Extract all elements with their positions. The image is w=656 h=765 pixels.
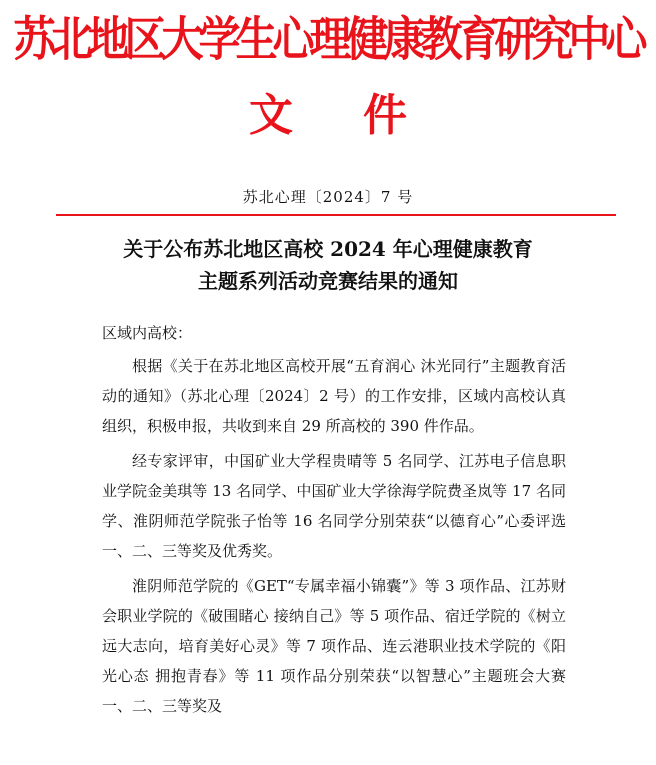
body-paragraph-1: 根据《关于在苏北地区高校开展“五育润心 沐光同行”主题教育活动的通知》（苏北心理〔2024〕2 号）的工作安排，区域内高校认真组织，积极申报，共收到来自 29 所高校的 390 件作品。 xyxy=(102,357,566,435)
notice-title-line-1: 关于公布苏北地区高校 2024 年心理健康教育 xyxy=(123,237,533,261)
issuing-organization-name: 苏北地区大学生心理健康教育研究中心 xyxy=(13,11,643,67)
salutation: 区域内高校： xyxy=(102,324,193,342)
body-paragraph-3: 淮阴师范学院的《GET“专属幸福小锦囊”》等 3 项作品、江苏财会职业学院的《破围睹心 接纳自己》等 5 项作品、宿迁学院的《树立远大志向，培育美好心灵》等 7 项作品、连云港职业技术学院的《阳光心态 拥抱青春》等 11 项作品分别荣获“以智慧心”主题班会大赛一、二、三等奖及 xyxy=(102,577,566,715)
notice-body xyxy=(102,318,566,726)
document-label: 文件 xyxy=(249,90,477,141)
document-number: 苏北心理〔2024〕7 号 xyxy=(242,188,414,206)
notice-title-line-2: 主题系列活动竞赛结果的通知 xyxy=(198,269,458,293)
red-divider-line xyxy=(56,214,616,216)
notice-title xyxy=(0,233,656,297)
body-paragraph-2: 经专家评审，中国矿业大学程贵晴等 5 名同学、江苏电子信息职业学院金美琪等 13 名同学、中国矿业大学徐海学院费圣岚等 17 名同学、淮阴师范学院张子怡等 16 名同学分别荣获“以德育心”心委评选一、二、三等奖及优秀奖。 xyxy=(102,452,566,560)
